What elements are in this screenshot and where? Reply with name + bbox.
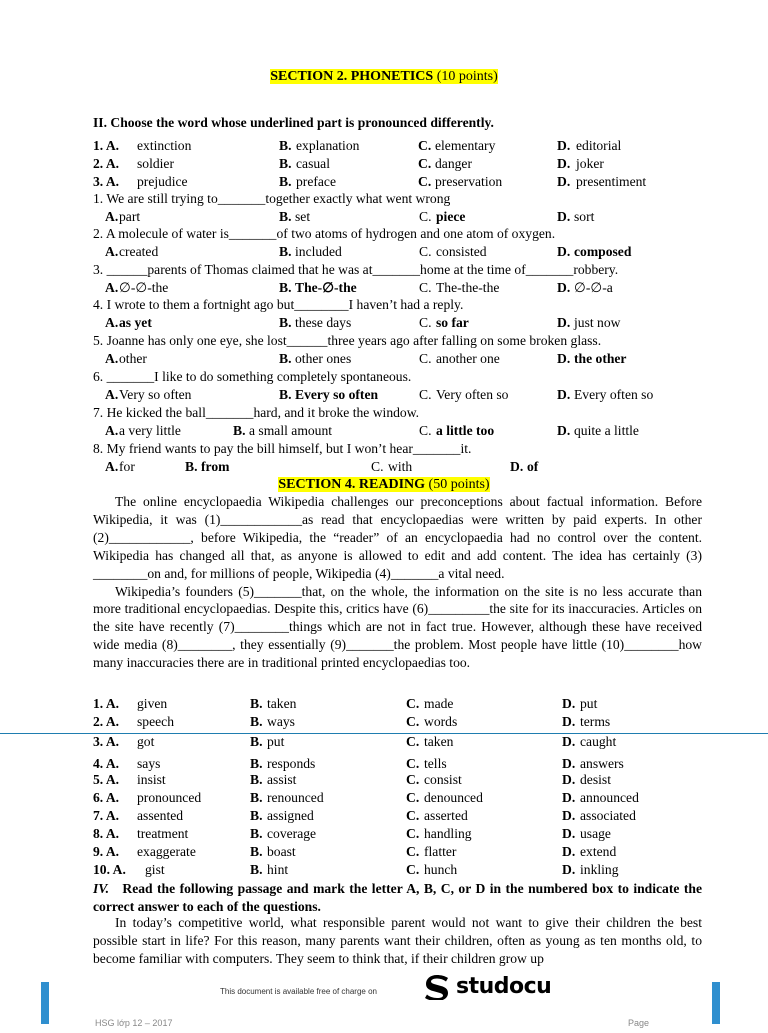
reading-option-row bbox=[0, 733, 768, 751]
options-row bbox=[0, 279, 768, 297]
option-b: preface bbox=[296, 174, 336, 189]
question-number: 2. A. bbox=[93, 156, 120, 171]
option-d-letter: D. bbox=[557, 423, 571, 438]
footer-left-text: HSG lớp 12 – 2017 bbox=[95, 1018, 173, 1028]
option-d: just now bbox=[574, 315, 621, 330]
option-b-letter: B. bbox=[250, 808, 263, 823]
option-d: usage bbox=[580, 826, 611, 841]
option-d: inkling bbox=[580, 862, 619, 877]
option-b: assigned bbox=[267, 808, 314, 823]
option-a: treatment bbox=[137, 826, 189, 841]
question-stem: 5. Joanne has only one eye, she lost______three years ago after falling on some broken glass. bbox=[93, 333, 602, 348]
option-d: presentiment bbox=[576, 174, 647, 189]
question-number: 8. A. bbox=[93, 826, 120, 841]
option-c: made bbox=[424, 696, 454, 711]
option-c: consisted bbox=[436, 244, 487, 259]
option-d-letter: D. bbox=[562, 714, 576, 729]
option-a: prejudice bbox=[137, 174, 188, 189]
option-c-letter: C. bbox=[406, 756, 420, 771]
option-b-letter: B. bbox=[250, 734, 263, 749]
studocu-logo[interactable] bbox=[424, 971, 551, 1003]
option-d-letter: D. bbox=[562, 772, 576, 787]
option-b: a small amount bbox=[249, 423, 333, 438]
option-a-letter: A. bbox=[105, 459, 119, 474]
option-b-letter: B. bbox=[185, 459, 198, 474]
question-number: 4. A. bbox=[93, 756, 120, 771]
option-d-letter: D. bbox=[557, 244, 571, 259]
option-c: tells bbox=[424, 756, 447, 771]
question-stem: 1. We are still trying to_______together exactly what went wrong bbox=[93, 191, 451, 206]
section-4-title-text: SECTION 4. READING bbox=[278, 477, 426, 492]
option-b: explanation bbox=[296, 138, 360, 153]
reading-paragraph-2: Wikipedia’s founders (5)_______that, on the whole, the information on the site is no less accurate than more traditional encyclopaedias. Despite this, critics have (6)_________the site for its inaccuracies. Articles on the site have recently (7)________things which are not in fact true. However, although these have received wide media (8)________, they essentially (9)_______the problem. Most people have little (10)________how many inaccuracies there are in traditional printed encyclopaedias too. bbox=[93, 583, 702, 671]
option-b-letter: B. bbox=[279, 280, 292, 295]
option-c-letter: C. bbox=[406, 808, 420, 823]
option-b: boast bbox=[267, 844, 296, 859]
option-c: handling bbox=[424, 826, 472, 841]
option-a: exaggerate bbox=[137, 844, 196, 859]
option-c-letter: C. bbox=[406, 790, 420, 805]
studocu-logo-icon bbox=[424, 974, 450, 1000]
option-c: elementary bbox=[435, 138, 496, 153]
option-b-letter: B. bbox=[250, 714, 263, 729]
option-d-letter: D. bbox=[557, 138, 571, 153]
option-c-letter: C. bbox=[418, 156, 432, 171]
option-c: consist bbox=[424, 772, 462, 787]
reading-option-row bbox=[0, 825, 768, 843]
option-b-letter: B. bbox=[279, 209, 292, 224]
option-b-letter: B. bbox=[250, 844, 263, 859]
options-row bbox=[0, 458, 768, 476]
part-4-heading bbox=[93, 880, 702, 916]
option-b: The-∅-the bbox=[295, 280, 357, 295]
option-d: terms bbox=[580, 714, 611, 729]
reading-option-row bbox=[0, 771, 768, 789]
option-c: piece bbox=[436, 209, 466, 224]
option-d-letter: D. bbox=[557, 387, 571, 402]
section-2-points: (10 points) bbox=[436, 69, 498, 84]
reading-option-row bbox=[0, 861, 768, 879]
option-d-letter: D. bbox=[562, 808, 576, 823]
footer-right-text: Page bbox=[628, 1018, 650, 1028]
option-c-letter: C. bbox=[419, 351, 432, 366]
reading-option-row bbox=[0, 695, 768, 713]
option-a: gist bbox=[145, 862, 165, 877]
option-c-letter: C. bbox=[371, 459, 384, 474]
option-b-letter: B. bbox=[279, 315, 292, 330]
question-stem: 7. He kicked the ball_______hard, and it broke the window. bbox=[93, 405, 420, 420]
option-b-letter: B. bbox=[250, 756, 263, 771]
question-number: 3. A. bbox=[93, 174, 120, 189]
option-d: the other bbox=[574, 351, 627, 366]
option-a: soldier bbox=[137, 156, 174, 171]
section-4-title bbox=[0, 476, 768, 494]
option-c: danger bbox=[435, 156, 472, 171]
option-b: these days bbox=[295, 315, 352, 330]
footer-bar-right bbox=[712, 982, 720, 1024]
option-d-letter: D. bbox=[557, 174, 571, 189]
option-c-letter: C. bbox=[418, 138, 432, 153]
option-a: for bbox=[119, 459, 135, 474]
option-b-letter: B. bbox=[279, 174, 292, 189]
option-a: part bbox=[119, 209, 141, 224]
option-b: casual bbox=[296, 156, 330, 171]
option-c-letter: C. bbox=[418, 174, 432, 189]
footer-note: This document is available free of charge on bbox=[220, 987, 377, 996]
option-b-letter: B. bbox=[233, 423, 246, 438]
option-d-letter: D. bbox=[562, 734, 576, 749]
option-c-letter: C. bbox=[419, 244, 432, 259]
option-b-letter: B. bbox=[279, 156, 292, 171]
options-row bbox=[0, 422, 768, 440]
reading-option-row bbox=[0, 789, 768, 807]
option-d-letter: D. bbox=[510, 459, 524, 474]
option-d-letter: D. bbox=[562, 790, 576, 805]
option-c-letter: C. bbox=[406, 696, 420, 711]
option-d-letter: D. bbox=[557, 156, 571, 171]
option-d: joker bbox=[576, 156, 604, 171]
question-number: 9. A. bbox=[93, 844, 120, 859]
question-number: 5. A. bbox=[93, 772, 120, 787]
option-c-letter: C. bbox=[406, 862, 420, 877]
question-number: 10. A. bbox=[93, 862, 126, 877]
option-a: extinction bbox=[137, 138, 192, 153]
option-a-letter: A. bbox=[105, 351, 119, 366]
option-d-letter: D. bbox=[557, 209, 571, 224]
option-d-letter: D. bbox=[557, 280, 571, 295]
section-2-title bbox=[0, 68, 768, 86]
question-stem: 6. _______I like to do something completely spontaneous. bbox=[93, 369, 412, 384]
option-a: ∅-∅-the bbox=[119, 280, 169, 295]
options-row bbox=[0, 243, 768, 261]
option-d: associated bbox=[580, 808, 636, 823]
option-b-letter: B. bbox=[279, 387, 292, 402]
option-a-letter: A. bbox=[105, 280, 119, 295]
option-a-letter: A. bbox=[105, 423, 119, 438]
option-a: says bbox=[137, 756, 161, 771]
options-row bbox=[0, 208, 768, 226]
reading-option-row bbox=[0, 843, 768, 861]
option-d: Every often so bbox=[574, 387, 654, 402]
option-c-letter: C. bbox=[406, 772, 420, 787]
option-c: Very often so bbox=[436, 387, 509, 402]
reading-paragraph-1: The online encyclopaedia Wikipedia challenges our preconceptions about factual information. Before Wikipedia, it was (1)____________as read that encyclopaedias were written by paid experts. In other (2)____________, before Wikipedia, the “reader” of an encyclopaedia had no control over the content. Wikipedia has changed all that, as anyone is allowed to edit and add content. The idea has certainly (3) ________on and, for millions of people, Wikipedia (4)_______a vital need. bbox=[93, 494, 702, 581]
option-b-letter: B. bbox=[279, 138, 292, 153]
part-2-heading: II. Choose the word whose underlined part is pronounced differently. bbox=[93, 115, 494, 130]
option-b-letter: B. bbox=[250, 772, 263, 787]
option-c: hunch bbox=[424, 862, 458, 877]
option-a: given bbox=[137, 696, 168, 711]
option-d: caught bbox=[580, 734, 617, 749]
question-stem: 4. I wrote to them a fortnight ago but________I haven’t had a reply. bbox=[93, 297, 464, 312]
reading-passage bbox=[93, 493, 702, 672]
question-number: 1. A. bbox=[93, 138, 120, 153]
part-4-passage-text: In today’s competitive world, what responsible parent would not want to give their children the best possible start in life? For this reason, many parents want their children, often as young as ten months old, to become familiar with computers. They seem to think that, if their children grow up bbox=[93, 915, 702, 966]
option-a-letter: A. bbox=[105, 209, 119, 224]
option-c-letter: C. bbox=[419, 209, 432, 224]
option-c-letter: C. bbox=[419, 280, 432, 295]
reading-option-row bbox=[0, 807, 768, 825]
option-d: sort bbox=[574, 209, 595, 224]
options-row bbox=[0, 350, 768, 368]
option-d: desist bbox=[580, 772, 611, 787]
option-b: set bbox=[295, 209, 311, 224]
section-4-points: (50 points) bbox=[428, 477, 490, 492]
option-d: ∅-∅-a bbox=[574, 280, 613, 295]
studocu-brand-text: studocu bbox=[456, 974, 552, 1000]
option-d: of bbox=[527, 459, 539, 474]
option-d-letter: D. bbox=[562, 696, 576, 711]
option-b-letter: B. bbox=[250, 826, 263, 841]
option-c-letter: C. bbox=[406, 714, 420, 729]
option-a: got bbox=[137, 734, 155, 749]
option-a: as yet bbox=[119, 315, 152, 330]
option-d: extend bbox=[580, 844, 617, 859]
part-4-passage bbox=[93, 914, 702, 968]
footer-bar-left bbox=[41, 982, 49, 1024]
blue-divider-line bbox=[0, 733, 768, 734]
option-a-letter: A. bbox=[105, 244, 119, 259]
option-b-letter: B. bbox=[250, 696, 263, 711]
question-number: 7. A. bbox=[93, 808, 120, 823]
option-b-letter: B. bbox=[250, 862, 263, 877]
option-c: denounced bbox=[424, 790, 483, 805]
question-number: 3. A. bbox=[93, 734, 120, 749]
option-b: taken bbox=[267, 696, 297, 711]
phonetics-row bbox=[0, 173, 768, 191]
option-d-letter: D. bbox=[557, 315, 571, 330]
section-2-title-text: SECTION 2. PHONETICS bbox=[270, 69, 434, 84]
part-4-instruction: Read the following passage and mark the letter A, B, C, or D in the numbered box to indicate the correct answer to each of the questions. bbox=[93, 881, 702, 914]
option-c: with bbox=[388, 459, 413, 474]
option-d: quite a little bbox=[574, 423, 639, 438]
option-b: ways bbox=[267, 714, 295, 729]
option-b: Every so often bbox=[295, 387, 379, 402]
option-a: other bbox=[119, 351, 147, 366]
option-b: other ones bbox=[295, 351, 352, 366]
option-c: The-the-the bbox=[436, 280, 500, 295]
question-stem: 3. ______parents of Thomas claimed that he was at_______home at the time of_______robbery. bbox=[93, 262, 619, 277]
option-b-letter: B. bbox=[279, 351, 292, 366]
reading-option-row bbox=[0, 713, 768, 731]
option-b: assist bbox=[267, 772, 297, 787]
option-a-letter: A. bbox=[105, 315, 119, 330]
option-b: renounced bbox=[267, 790, 324, 805]
option-c-letter: C. bbox=[419, 423, 432, 438]
option-c: preservation bbox=[435, 174, 503, 189]
option-a: insist bbox=[137, 772, 166, 787]
option-d-letter: D. bbox=[562, 862, 576, 877]
question-number: 1. A. bbox=[93, 696, 120, 711]
option-c-letter: C. bbox=[406, 826, 420, 841]
option-d: editorial bbox=[576, 138, 622, 153]
option-c: flatter bbox=[424, 844, 457, 859]
option-b-letter: B. bbox=[250, 790, 263, 805]
option-d-letter: D. bbox=[557, 351, 571, 366]
option-c-letter: C. bbox=[419, 315, 432, 330]
option-b: put bbox=[267, 734, 285, 749]
option-c-letter: C. bbox=[406, 734, 420, 749]
option-c-letter: C. bbox=[406, 844, 420, 859]
option-c: asserted bbox=[424, 808, 468, 823]
option-d-letter: D. bbox=[562, 756, 576, 771]
phonetics-row bbox=[0, 155, 768, 173]
part-4-number: IV. bbox=[93, 881, 110, 896]
options-row bbox=[0, 314, 768, 332]
question-number: 6. A. bbox=[93, 790, 120, 805]
option-c-letter: C. bbox=[419, 387, 432, 402]
option-b: from bbox=[201, 459, 230, 474]
option-d: answers bbox=[580, 756, 624, 771]
option-b: responds bbox=[267, 756, 316, 771]
option-a: a very little bbox=[119, 423, 181, 438]
option-c: taken bbox=[424, 734, 454, 749]
option-b: coverage bbox=[267, 826, 317, 841]
option-c: a little too bbox=[436, 423, 495, 438]
option-a-letter: A. bbox=[105, 387, 119, 402]
option-b: hint bbox=[267, 862, 289, 877]
option-a: assented bbox=[137, 808, 184, 823]
options-row bbox=[0, 386, 768, 404]
question-stem: 2. A molecule of water is_______of two atoms of hydrogen and one atom of oxygen. bbox=[93, 226, 556, 241]
question-stem: 8. My friend wants to pay the bill himself, but I won’t hear_______it. bbox=[93, 441, 472, 456]
option-c: words bbox=[424, 714, 458, 729]
option-d-letter: D. bbox=[562, 844, 576, 859]
option-d: put bbox=[580, 696, 598, 711]
option-b: included bbox=[295, 244, 342, 259]
option-c: so far bbox=[436, 315, 469, 330]
option-a: speech bbox=[137, 714, 174, 729]
option-a: pronounced bbox=[137, 790, 202, 805]
option-a: created bbox=[119, 244, 159, 259]
option-b-letter: B. bbox=[279, 244, 292, 259]
phonetics-row bbox=[0, 137, 768, 155]
option-d: composed bbox=[574, 244, 632, 259]
option-a: Very so often bbox=[119, 387, 192, 402]
option-d: announced bbox=[580, 790, 639, 805]
option-c: another one bbox=[436, 351, 500, 366]
option-d-letter: D. bbox=[562, 826, 576, 841]
question-number: 2. A. bbox=[93, 714, 120, 729]
